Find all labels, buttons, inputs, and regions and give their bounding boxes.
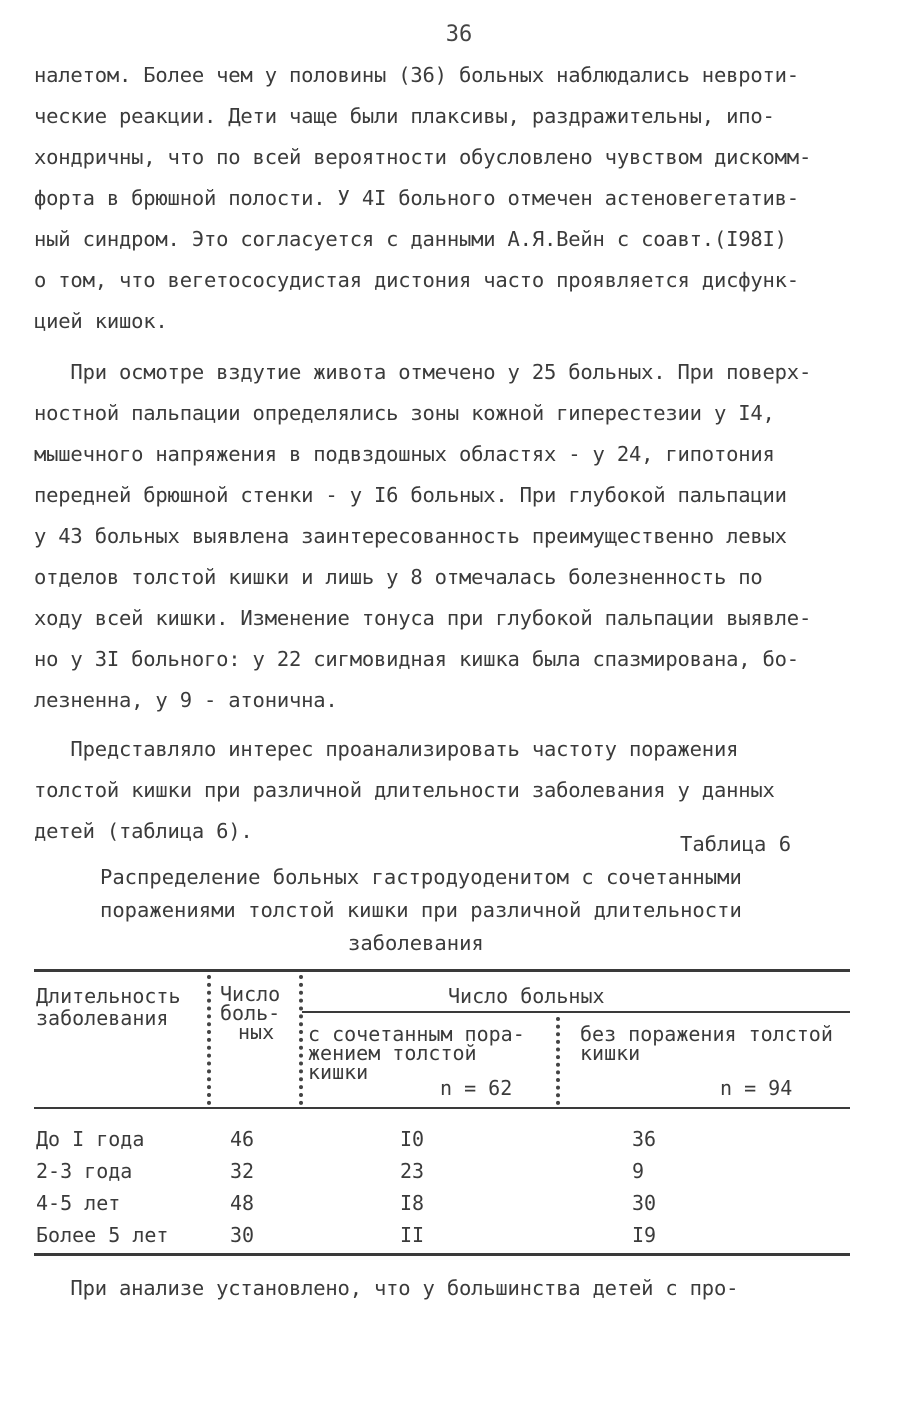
header-without-lesion: без поражения толстой кишки — [580, 1022, 833, 1065]
text-line: о том, что вегетососудистая дистония часто проявляется дисфунк- — [34, 268, 799, 292]
header-with-lesion-n: n = 62 — [440, 1076, 513, 1100]
text-line: ный синдром. Это согласуется с данными А.Я.Вейн с соавт.(I98I) — [34, 227, 787, 251]
header-count: Число боль- ных — [220, 982, 281, 1044]
header-without-lesion-n: n = 94 — [720, 1076, 793, 1100]
column-separator — [207, 975, 211, 1105]
text-line: детей (таблица 6). — [34, 819, 253, 843]
header-duration: Длительность заболевания — [36, 984, 181, 1030]
column-separator — [299, 975, 303, 1105]
table-label: Таблица 6 — [680, 832, 792, 856]
text-line: хондричны, что по всей вероятности обусловлено чувством дискомм- — [34, 145, 812, 169]
table-bottom-rule — [34, 1253, 850, 1256]
table-title-line: Распределение больных гастродуоденитом с сочетанными — [100, 865, 742, 889]
header-with-lesion: с сочетанным пора- жением толстой кишки — [308, 1022, 525, 1084]
text-line: но у 3I больного: у 22 сигмовидная кишка была спазмирована, бо- — [34, 647, 799, 671]
text-line: При осмотре вздутие живота отмечено у 25 больных. При поверх- — [34, 360, 812, 384]
text-line: мышечного напряжения в подвздошных областях - у 24, гипотония — [34, 442, 775, 466]
text-line: При анализе установлено, что у большинства детей с про- — [34, 1276, 739, 1300]
table-group-rule — [302, 1011, 850, 1013]
text-line: передней брюшной стенки - у I6 больных. При глубокой пальпации — [34, 483, 787, 507]
text-line: форта в брюшной полости. У 4I больного отмечен астеновегетатив- — [34, 186, 799, 210]
text-line: у 43 больных выявлена заинтересованность преимущественно левых — [34, 524, 787, 548]
table-header-rule — [34, 1107, 850, 1109]
text-line: налетом. Более чем у половины (36) больных наблюдались невроти- — [34, 63, 799, 87]
text-line: ходу всей кишки. Изменение тонуса при глубокой пальпации выявле- — [34, 606, 812, 630]
text-line: отделов толстой кишки и лишь у 8 отмечалась болезненность по — [34, 565, 763, 589]
text-line: лезненна, у 9 - атонична. — [34, 688, 338, 712]
text-line: ностной пальпации определялись зоны кожной гиперестезии у I4, — [34, 401, 775, 425]
page-number: 36 — [445, 22, 473, 47]
table-top-rule — [34, 969, 850, 972]
text-line: Представляло интерес проанализировать частоту поражения — [34, 737, 739, 761]
header-count-end: ных — [238, 1020, 275, 1044]
table-title-line: поражениями толстой кишки при различной длительности — [100, 898, 742, 922]
column-separator — [556, 1017, 560, 1105]
header-group: Число больных — [448, 984, 605, 1008]
text-line: цией кишок. — [34, 309, 168, 333]
text-line: толстой кишки при различной длительности заболевания у данных — [34, 778, 775, 802]
table-title-line: заболевания — [348, 931, 484, 955]
text-line: ческие реакции. Дети чаще были плаксивы, раздражительны, ипо- — [34, 104, 775, 128]
